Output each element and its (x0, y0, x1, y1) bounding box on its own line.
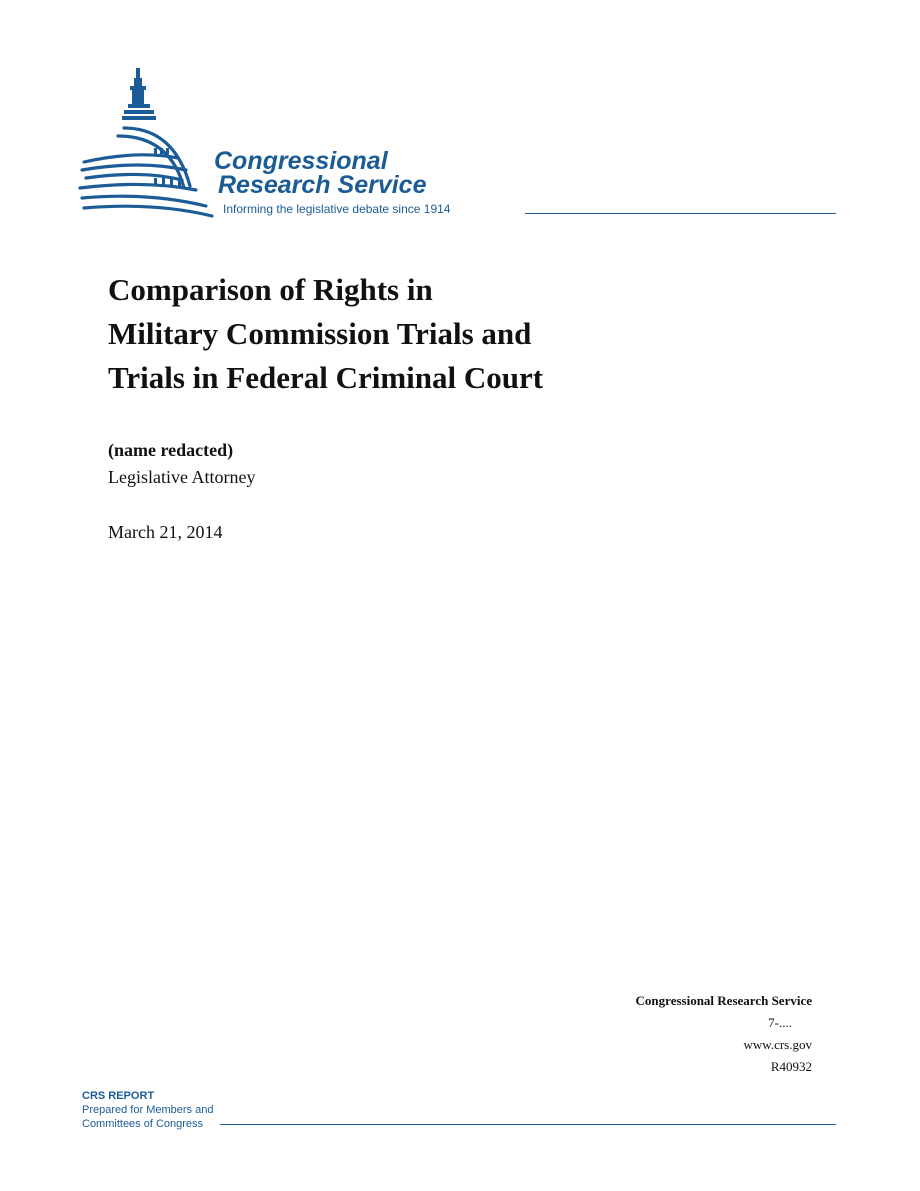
capitol-dome-icon (78, 66, 218, 218)
author-name: (name redacted) (108, 440, 234, 460)
publisher-block (636, 990, 812, 1078)
publisher-name: Congressional Research Service (635, 993, 812, 1008)
footer-label (82, 1089, 213, 1131)
report-number: R40932 (770, 1059, 812, 1074)
footer-line-1: Prepared for Members and (82, 1104, 214, 1116)
report-title-line-2: Military Commission Trials and (108, 316, 532, 351)
report-title (108, 268, 748, 400)
report-date: March 21, 2014 (108, 522, 223, 542)
logo-wordmark-research-service: Research Service (218, 171, 427, 199)
report-title-line-3: Trials in Federal Criminal Court (108, 360, 544, 395)
footer-crs-report: CRS REPORT (82, 1090, 155, 1102)
report-title-line-1: Comparison of Rights in (108, 272, 433, 307)
logo-wordmark-congressional: Congressional (214, 147, 388, 175)
footer-line-2: Committees of Congress (82, 1118, 204, 1130)
footer-divider (220, 1124, 836, 1125)
logo-tagline: Informing the legislative debate since 1914 (223, 202, 451, 216)
header-divider (525, 213, 836, 214)
publisher-code: 7-.... (768, 1015, 792, 1030)
author-position: Legislative Attorney (108, 467, 256, 487)
publisher-website: www.crs.gov (743, 1037, 812, 1052)
